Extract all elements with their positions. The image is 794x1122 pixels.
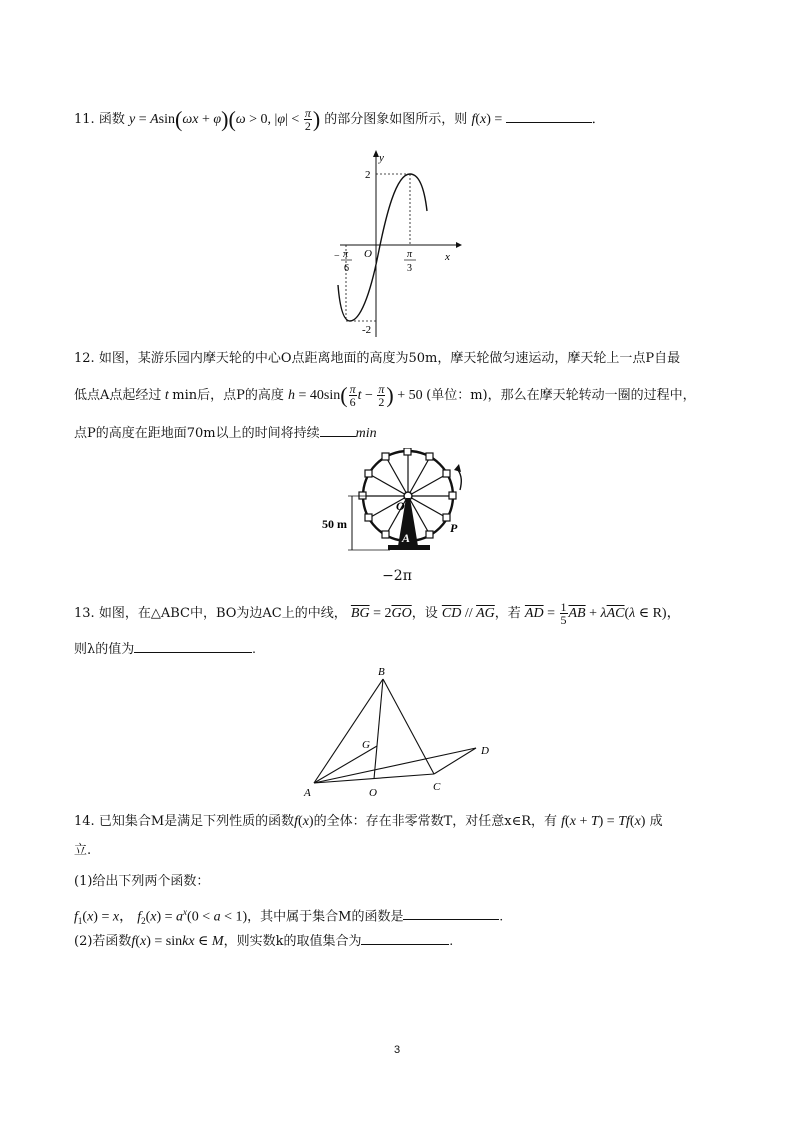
q13-number: 13. (74, 606, 95, 621)
q14-text-1c: 成 (649, 814, 663, 829)
q12-caption: −2π (382, 568, 412, 584)
q13-label-B: B (378, 666, 385, 678)
q14-text-5a: (2)若函数 (74, 934, 132, 949)
q14-line-3 (74, 872, 209, 892)
q13-answer-blank[interactable] (134, 640, 252, 653)
q14-text-4b: ，其中属于集合M的函数是 (247, 909, 404, 925)
q13-segment-AB (314, 679, 383, 783)
q13-label-D: D (481, 745, 489, 757)
q12-text-2a: 低点A点起经过 (74, 388, 162, 403)
q13-text-1c: ，若 (494, 606, 521, 621)
q12-rotation-arc (458, 470, 461, 490)
q14-line-5: (2)若函数f(x) = sinkx ∈ M，则实数k的取值集合为 . (74, 934, 453, 949)
q13-line-1: 13. 如图，在△ABC中，BO为边AC上的中线， $\overline{BG} = 2\overline{GO}$，设 $\overline{CD} // \overline{AG}$，若 $\overline{AD}$ = $\frac{1}{5}$ $\overline{AB} + \lambda\overline{AC}(\lambda$ ∈ R)， (74, 600, 681, 627)
q14-text-3: (1)给出下列两个函数： (74, 874, 210, 889)
q11-y-label: y (379, 152, 384, 164)
q11-ymax-label: 2 (365, 169, 371, 181)
q13-label-A: A (304, 787, 311, 799)
q11-ymin-label: -2 (362, 324, 372, 336)
q12-rotation-arrow-icon (454, 464, 461, 472)
q12-height-formula: h (288, 388, 296, 403)
q11-sine-graph (330, 145, 465, 340)
q13-text-2: 则λ的值为 (74, 642, 135, 657)
q12-answer-blank[interactable] (320, 424, 356, 437)
q12-number: 12. (74, 351, 95, 366)
q13-segment-AD (314, 748, 476, 783)
q14-line-2 (74, 841, 91, 861)
q12-label-A: A (402, 531, 411, 545)
q12-height-label: 50 m (322, 517, 347, 531)
q13-text-1b: ，设 (411, 606, 438, 621)
q14-text-1b: 的全体：存在非零常数T，对任意x∈R，有 (313, 814, 558, 829)
q11-line: 11. 函数 y = Asin(ωx + φ)(ω > 0, |φ| < $\frac{\pi}{2}$ ) 的部分图象如图所示，则 f(x) = ． (74, 106, 605, 133)
q11-text-2: 的部分图象如图所示，则 (324, 112, 468, 127)
q13-segment-CD (434, 748, 476, 774)
q13-label-O: O (369, 787, 377, 799)
q13-triangle-figure (298, 662, 503, 804)
q12-text-3: 点P的高度在距地面70m以上的时间将持续 (74, 426, 320, 441)
q12-line-3 (74, 424, 377, 444)
q11-x-label: x (445, 251, 450, 263)
q13-line-2: 则λ的值为 . (74, 642, 256, 657)
q13-label-C: C (433, 781, 441, 793)
q14-line-1: 14. 已知集合M是满足下列性质的函数f(x)的全体：存在非零常数T，对任意x∈R，有 f(x + T) = Tf(x) 成 (74, 814, 663, 829)
q14-number: 14. (74, 814, 95, 829)
q13-segment-BO (374, 679, 383, 779)
page-number: 3 (393, 1044, 401, 1056)
q11-text-1: 函数 (98, 112, 125, 127)
q14-text-5b: ，则实数k的取值集合为 (223, 934, 362, 949)
q11-left-tick-sign: − (334, 251, 340, 262)
q11-answer-blank[interactable] (506, 110, 592, 123)
q11-origin-label: O (364, 248, 372, 260)
q11-right-tick-num: π (407, 249, 413, 260)
q14-answer-blank-1[interactable] (403, 907, 499, 920)
q12-base (388, 545, 430, 550)
q11-number: 11. (74, 112, 95, 127)
q13-text-1a: 如图，在△ABC中，BO为边AC上的中线， (98, 606, 347, 621)
q11-text-3: ． (591, 112, 605, 127)
q11-left-tick-num: π (343, 249, 349, 260)
q12-label-O: O (396, 499, 405, 513)
q11-function-formula: y (128, 112, 136, 127)
q14-line-4: $f_1(x) = x$， $f_2(x) = a^x(0 < a < 1)$，其中属于集合M的函数是 . (74, 907, 503, 926)
q14-text-2: 立. (74, 843, 92, 858)
q14-text-1a: 已知集合M是满足下列性质的函数 (98, 814, 295, 829)
q13-segment-BC (383, 679, 434, 774)
q11-sine-curve (338, 174, 427, 321)
q12-line-1 (74, 349, 680, 369)
q11-right-tick-den: 3 (407, 263, 412, 274)
q13-label-G: G (362, 739, 370, 751)
q12-text-1: 如图，某游乐园内摩天轮的中心O点距离地面的高度为50m，摩天轮做匀速运动，摩天轮上一点P自最 (98, 351, 681, 366)
q11-left-tick-den: 6 (344, 263, 349, 274)
q12-text-2c: (单位：m)，那么在摩天轮转动一圈的过程中， (426, 388, 696, 403)
q13-segment-AG (314, 746, 377, 783)
q14-answer-blank-2[interactable] (361, 932, 449, 945)
q11-x-arrow-icon (456, 242, 462, 248)
q12-ferris-wheel-figure (320, 448, 480, 560)
q12-text-2b: min后，点P的高度 (172, 388, 284, 403)
q12-line-2: 低点A点起经过 t min后，点P的高度 h = 40sin( $\frac{\pi}{6}$ t − $\frac{\pi}{2}$ ) + 50 (单位：m)，那么在摩天轮转动一圈的过程中， (74, 382, 696, 409)
q12-label-P: P (450, 521, 458, 535)
q12-unit: min (355, 426, 377, 441)
